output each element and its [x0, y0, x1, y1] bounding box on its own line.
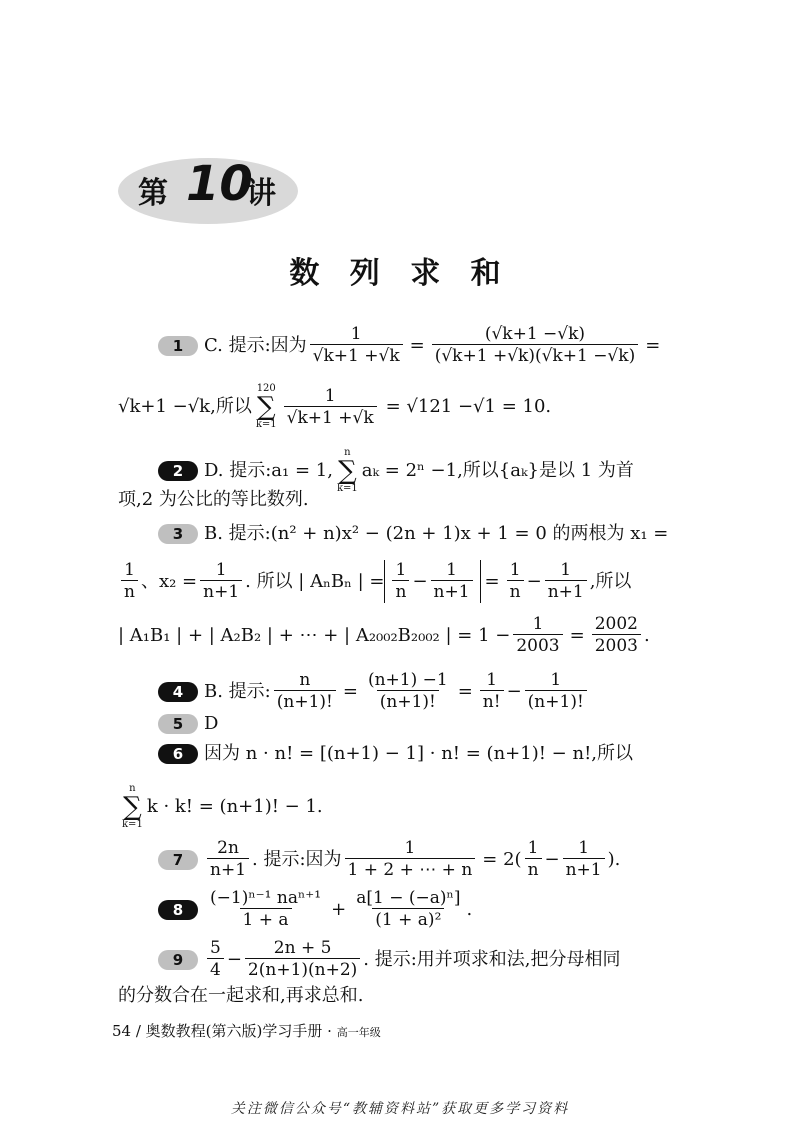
item-number-badge: 7 [158, 850, 198, 870]
equals: = [569, 624, 585, 646]
denominator: √k+1 +√k [284, 406, 377, 429]
fraction [592, 614, 641, 657]
summation [122, 784, 143, 830]
numerator: 5 [210, 938, 221, 958]
sum-lower: k=1 [122, 819, 143, 830]
fraction [121, 560, 138, 603]
minus: − [226, 948, 242, 970]
denominator: n! [480, 690, 504, 713]
denominator: (n+1)! [525, 690, 587, 713]
fraction [310, 324, 403, 367]
denominator: n [507, 580, 524, 603]
denominator: √k+1 +√k [310, 344, 403, 367]
minus: − [506, 680, 522, 702]
item-2-text: aₖ = 2ⁿ −1,所以{aₖ}是以 1 为首 [361, 460, 634, 481]
fraction [392, 560, 409, 603]
item-9-line-1 [158, 938, 621, 981]
item-3-text: 、x₂ = [140, 570, 198, 592]
numerator: (n+1) −1 [367, 670, 448, 690]
summation [337, 448, 358, 494]
numerator: 1 [550, 670, 562, 690]
item-number-badge: 9 [158, 950, 198, 970]
fraction [513, 614, 562, 657]
equals: = [457, 680, 473, 702]
numerator: 1 [395, 560, 407, 580]
item-3-line-1 [158, 522, 668, 546]
item-7-text: . 提示:因为 [252, 848, 342, 870]
numerator: 1 [404, 838, 416, 858]
fraction [353, 888, 463, 931]
item-9-line-2 [118, 984, 363, 1008]
summation [256, 384, 277, 430]
denominator: (n+1)! [274, 690, 336, 713]
fraction [200, 560, 242, 603]
chapter-suffix: 讲 [246, 176, 276, 211]
item-2-text: 项,2 为公比的等比数列. [118, 489, 309, 510]
denominator: 1 + a [240, 908, 292, 931]
denominator: 2003 [592, 634, 641, 657]
denominator: n [392, 580, 409, 603]
plus: + [331, 898, 347, 920]
denominator: n+1 [563, 858, 605, 881]
item-number-badge: 1 [158, 336, 198, 356]
fraction [284, 386, 377, 429]
item-4-text: B. 提示: [204, 680, 271, 702]
fraction [563, 838, 605, 881]
item-1-text: √k+1 −√k,所以 [118, 396, 252, 417]
item-5-text: D [204, 713, 219, 734]
fraction [274, 670, 336, 713]
item-5-line-1 [158, 712, 218, 736]
item-8-line-1 [158, 888, 472, 931]
item-4-line-1 [158, 670, 590, 713]
item-6-line-1 [158, 742, 633, 766]
numerator: 1 [446, 560, 457, 580]
item-number-badge: 4 [158, 682, 198, 702]
item-9-text: 的分数合在一起求和,再求总和. [118, 985, 364, 1006]
denominator: (√k+1 +√k)(√k+1 −√k) [432, 344, 638, 367]
minus: − [526, 570, 542, 592]
item-3-line-2 [118, 560, 631, 603]
denominator: n+1 [431, 580, 473, 603]
fraction [545, 560, 587, 603]
denominator: n+1 [207, 858, 249, 881]
numerator: a[1 − (−a)ⁿ] [356, 888, 461, 908]
item-9-text: . 提示:用并项求和法,把分母相同 [363, 948, 621, 970]
absolute-value [384, 560, 480, 603]
denominator: 2003 [513, 634, 562, 657]
sum-upper: 120 [256, 383, 276, 394]
numerator: 1 [532, 614, 544, 634]
chapter-number: 10 [186, 156, 253, 212]
fraction [525, 838, 542, 881]
equals: = [409, 334, 425, 356]
item-7-text: ). [607, 848, 621, 870]
chapter-prefix: 第 [138, 176, 168, 211]
fraction [345, 838, 476, 881]
fraction [507, 560, 524, 603]
denominator: n [525, 858, 542, 881]
denominator: 1 + 2 + ⋯ + n [345, 858, 476, 881]
minus: − [544, 848, 560, 870]
item-1-line-2 [118, 384, 551, 430]
sum-lower: k=1 [255, 419, 277, 430]
denominator: n [121, 580, 138, 603]
item-3-text: ,所以 [589, 570, 632, 592]
denominator: 2(n+1)(n+2) [245, 958, 360, 981]
item-7-line-1 [158, 838, 620, 881]
chapter-badge [118, 158, 298, 224]
numerator: (√k+1 −√k) [484, 324, 586, 344]
numerator: 1 [578, 838, 590, 858]
numerator: 1 [509, 560, 521, 580]
item-3-line-3 [118, 614, 650, 657]
numerator: 1 [527, 838, 539, 858]
numerator: 2n + 5 [273, 938, 332, 958]
equals: = [342, 680, 358, 702]
minus: − [412, 570, 428, 592]
page-title: 数 列 求 和 [289, 256, 511, 291]
numerator: 1 [215, 560, 227, 580]
item-1-text: C. 提示:因为 [204, 334, 307, 356]
item-2-text: D. 提示:a₁ = 1, [204, 460, 333, 481]
numerator: n [299, 670, 311, 690]
sigma-symbol: ∑ [256, 392, 276, 422]
fraction [207, 938, 224, 981]
item-6-line-2 [118, 784, 323, 830]
item-3-text: | A₁B₁ | + | A₂B₂ | + ⋯ + | A₂₀₀₂B₂₀₀₂ | = 1 − [118, 624, 511, 646]
numerator: (−1)ⁿ⁻¹ naⁿ⁺¹ [210, 888, 322, 908]
sigma-symbol: ∑ [338, 456, 357, 486]
fraction [245, 938, 360, 981]
item-1-result: = √121 −√1 = 10. [385, 396, 552, 417]
sigma-symbol: ∑ [123, 792, 142, 822]
fraction [365, 670, 451, 713]
numerator: 1 [560, 560, 572, 580]
fraction [431, 560, 473, 603]
item-6-text: 因为 n · n! = [(n+1) − 1] · n! = (n+1)! − n!,所以 [204, 743, 634, 764]
item-number-badge: 3 [158, 524, 198, 544]
numerator: 1 [486, 670, 498, 690]
equals: = [484, 570, 500, 592]
denominator: 4 [207, 958, 224, 981]
item-number-badge: 8 [158, 900, 198, 920]
item-2-line-2 [118, 488, 309, 512]
denominator: (1 + a)² [372, 908, 444, 931]
item-number-badge: 2 [158, 461, 198, 481]
sum-upper: n [344, 447, 351, 458]
item-3-text: . 所以 | AₙBₙ | = [245, 570, 385, 592]
numerator: 1 [350, 324, 362, 344]
equals: = [645, 334, 661, 356]
numerator: 2002 [594, 614, 638, 634]
item-3-text: . [643, 624, 650, 646]
footer-text: 54 / 奥数教程(第六版)学习手册 · [112, 1022, 332, 1040]
numerator: 2n [217, 838, 239, 858]
numerator: 1 [324, 385, 336, 406]
fraction [432, 324, 638, 367]
denominator: n+1 [545, 580, 587, 603]
denominator: n+1 [200, 580, 242, 603]
sum-lower: k=1 [336, 483, 358, 494]
item-3-text: B. 提示:(n² + n)x² − (2n + 1)x + 1 = 0 的两根为 x₁ = [204, 523, 669, 544]
fraction [525, 670, 587, 713]
denominator: (n+1)! [377, 690, 439, 713]
fraction [207, 888, 324, 931]
item-number-badge: 6 [158, 744, 198, 764]
item-6-text: k · k! = (n+1)! − 1. [146, 796, 323, 817]
footer-grade: 高一年级 [336, 1026, 381, 1039]
fraction [480, 670, 504, 713]
item-number-badge: 5 [158, 714, 198, 734]
fraction [207, 838, 249, 881]
item-1-line-1 [158, 324, 660, 367]
numerator: 1 [124, 560, 135, 580]
item-8-text: . [466, 898, 473, 920]
sum-upper: n [129, 783, 136, 794]
item-7-text: = 2( [482, 848, 522, 870]
page-footer [112, 1020, 381, 1041]
watermark-text: 关注微信公众号“教辅资料站”获取更多学习资料 [230, 1101, 570, 1117]
